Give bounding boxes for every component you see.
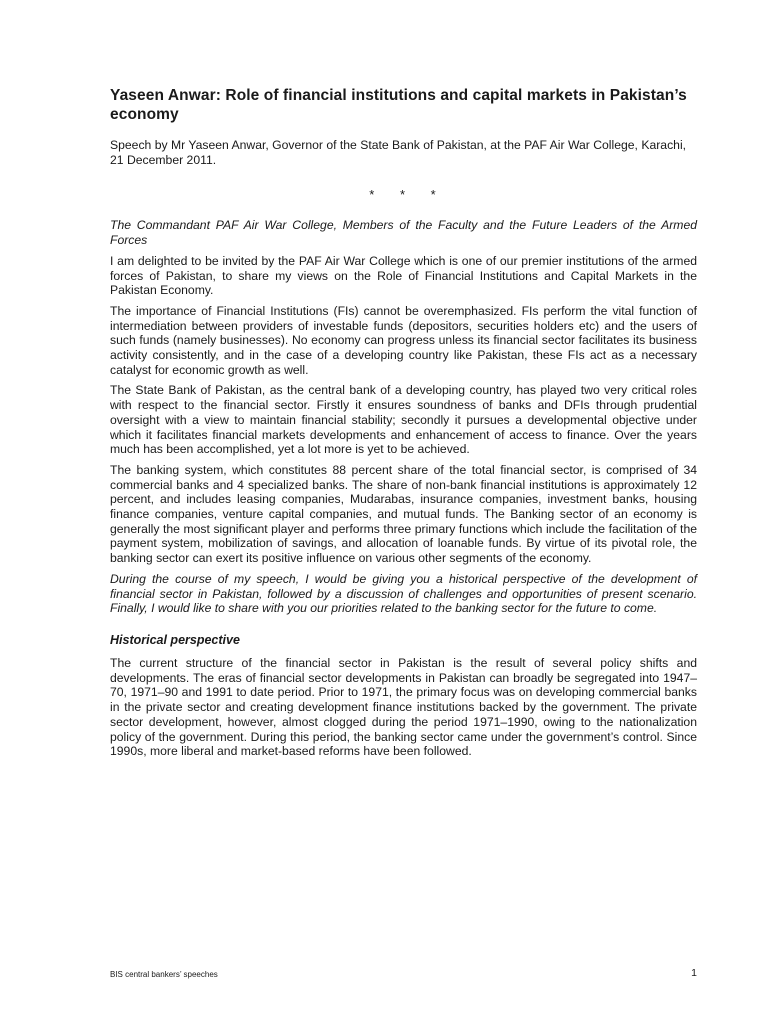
salutation: The Commandant PAF Air War College, Members of the Faculty and the Future Leaders of the Armed Forces bbox=[110, 218, 697, 248]
speech-outline-paragraph: During the course of my speech, I would be giving you a historical perspective of the development of financial sector in Pakistan, followed by a discussion of challenges and opportunities of present scenario. Finally, I would like to share with you our priorities related to the banking sector for the future to come. bbox=[110, 571, 697, 616]
footer-source: BIS central bankers’ speeches bbox=[110, 970, 218, 979]
paragraph: The State Bank of Pakistan, as the central bank of a developing country, has played two very critical roles with respect to the financial sector. Firstly it ensures soundness of banks and DFIs through prudential oversight with a view to maintain financial stability; secondly it pursues a developmental objective under which it facilitates financial markets developments and enhancement of access to finance. Over the years much has been accomplished, yet a lot more is yet to be achieved. bbox=[110, 383, 697, 457]
section-heading: Historical perspective bbox=[110, 632, 240, 647]
paragraph: The importance of Financial Institutions (FIs) cannot be overemphasized. FIs perform the vital function of intermediation between providers of investable funds (depositors, securities holders etc) and the users of such funds (namely businesses). No economy can progress unless its financial sector facilitates its business activity consistently, and in the case of a developing country like Pakistan, these FIs act as a necessary catalyst for economic growth as well. bbox=[110, 303, 697, 377]
paragraph: The banking system, which constitutes 88 percent share of the total financial sector, is comprised of 34 commercial banks and 4 specialized banks. The share of non-bank financial institutions is approximately 12 percent, and includes leasing companies, Mudarabas, insurance companies, investment banks, housing finance companies, venture capital companies, and mutual funds. The Banking sector of an economy is generally the most significant player and performs three primary functions which include the facilitation of the payment system, mobilization of savings, and allocation of loanable funds. By virtue of its pivotal role, the banking sector can exert its positive influence on various other segments of the economy. bbox=[110, 462, 697, 566]
document-title: Yaseen Anwar: Role of financial institutions and capital markets in Pakistan’s economy bbox=[110, 87, 687, 123]
speech-subtitle: Speech by Mr Yaseen Anwar, Governor of the State Bank of Pakistan, at the PAF Air War College, Karachi, 21 December 2011. bbox=[110, 138, 687, 167]
page-footer bbox=[110, 967, 697, 980]
section-paragraph: The current structure of the financial sector in Pakistan is the result of several policy shifts and developments. The eras of financial sector developments in Pakistan can broadly be segregated into 1947–70, 1971–90 and 1991 to date period. Prior to 1971, the primary focus was on developing commercial banks in the private sector and creating development finance institutions backed by the government. The private sector development, however, almost clogged during the period 1971–1990, owing to the nationalization policy of the government. During this period, the banking sector came under the government’s control. Since 1990s, more liberal and market-based reforms have been followed. bbox=[110, 655, 697, 759]
paragraph: I am delighted to be invited by the PAF Air War College which is one of our premier institutions of the armed forces of Pakistan, to share my views on the Role of Financial Institutions and Capital Markets in the Pakistan Economy. bbox=[110, 253, 697, 298]
page-number: 1 bbox=[691, 967, 697, 979]
document-page bbox=[110, 86, 697, 765]
section-separator: * * * bbox=[369, 187, 438, 203]
